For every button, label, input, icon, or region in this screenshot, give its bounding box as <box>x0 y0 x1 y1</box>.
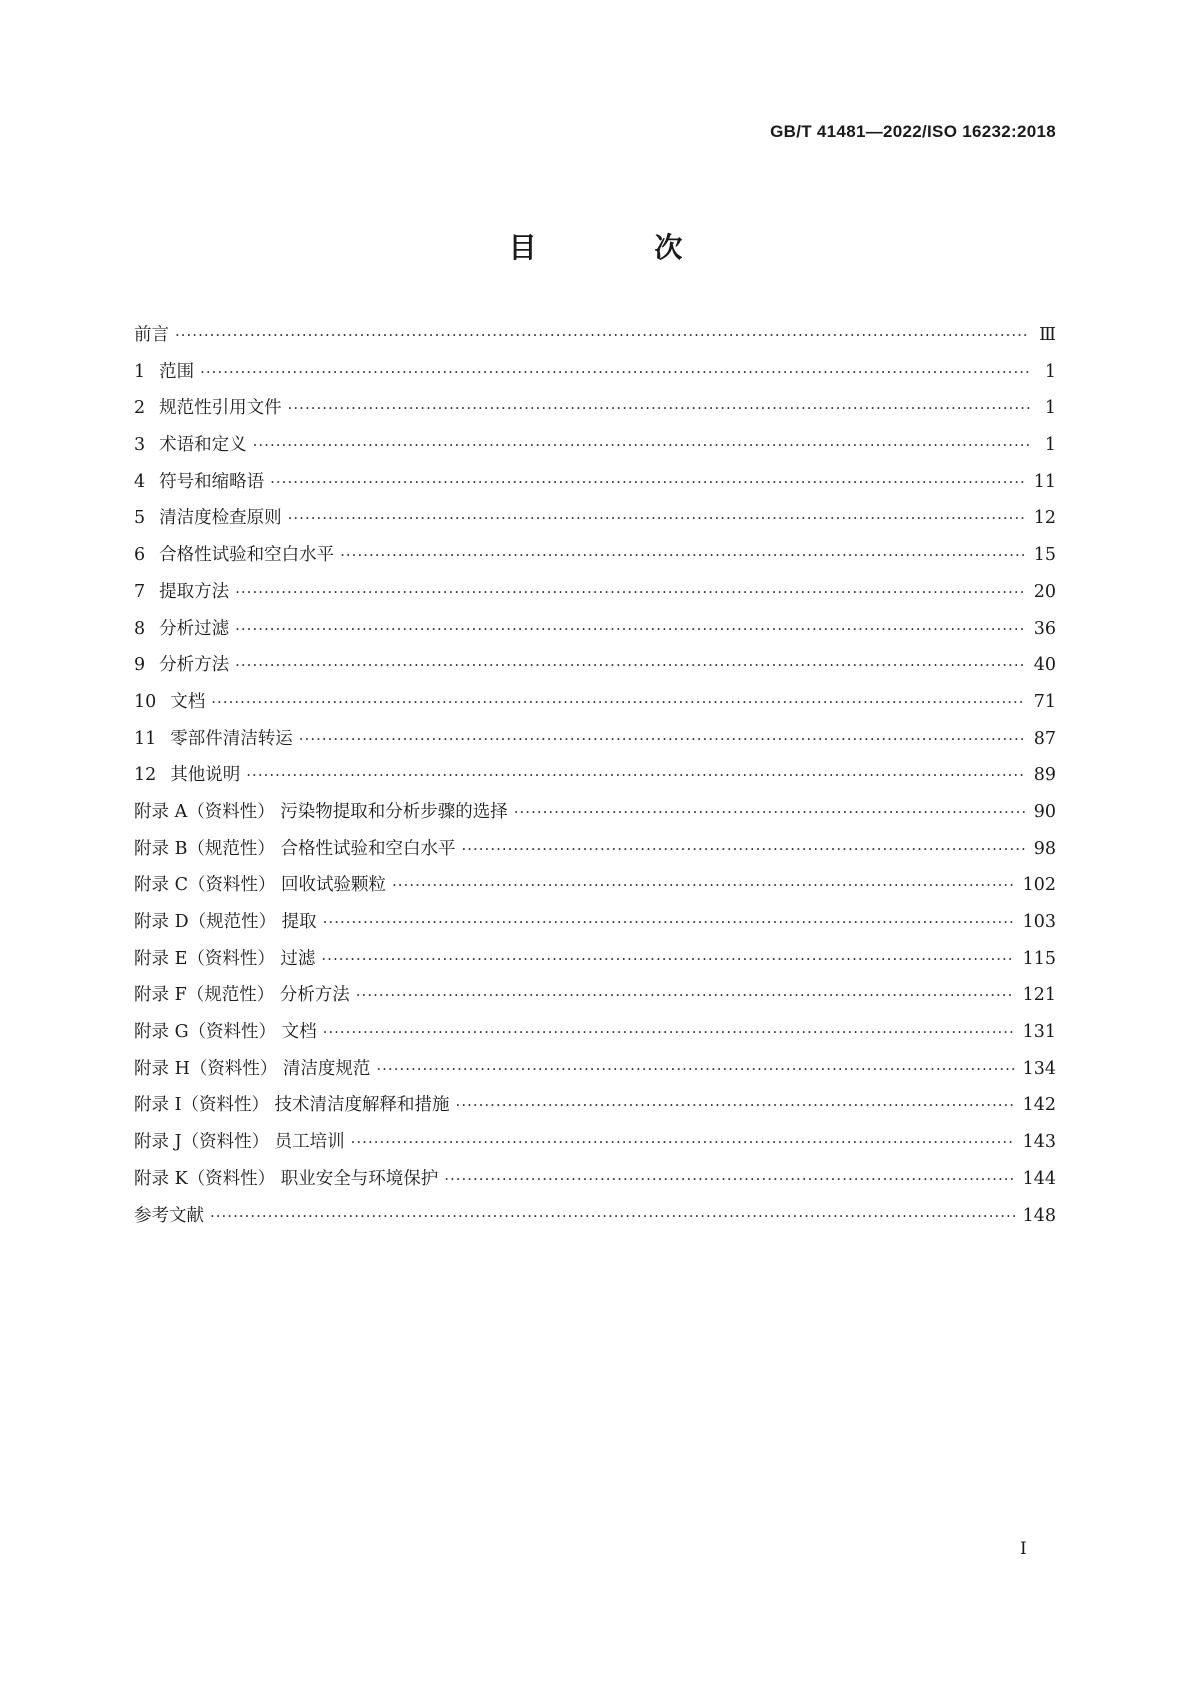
toc-entry-title: 术语和定义 <box>159 435 247 456</box>
toc-leader-dots <box>175 324 1030 346</box>
toc-entry-title: 参考文献 <box>134 1205 204 1226</box>
toc-entry[interactable] <box>134 581 1056 618</box>
toc-entry-page: 15 <box>1033 545 1056 566</box>
toc-entry-label <box>134 1168 444 1190</box>
toc-leader-dots <box>288 397 1030 419</box>
toc-entry[interactable] <box>134 838 1056 875</box>
toc-entry-label <box>134 618 235 640</box>
toc-entry[interactable] <box>134 1058 1056 1095</box>
toc-entry-page: 71 <box>1033 691 1056 712</box>
toc-entry-label <box>134 691 211 713</box>
toc-leader-dots <box>299 728 1026 750</box>
toc-entry-page: 103 <box>1022 912 1056 932</box>
toc-entry-label <box>134 507 288 529</box>
toc-entry-page: 131 <box>1022 1022 1056 1043</box>
toc-leader-dots <box>456 1094 1015 1116</box>
toc-entry-title: 清洁度检查原则 <box>159 508 282 529</box>
toc-entry[interactable] <box>134 1205 1056 1242</box>
toc-entry-number: 1 <box>134 361 146 382</box>
toc-leader-dots <box>514 801 1026 823</box>
toc-entry-label <box>134 471 270 493</box>
toc-leader-dots <box>323 911 1015 933</box>
toc-entry-label <box>134 397 288 419</box>
toc-entry-number: 3 <box>134 435 146 456</box>
toc-entry-label <box>134 434 253 456</box>
table-of-contents <box>134 324 1056 1241</box>
toc-entry-title: 零部件清洁转运 <box>170 728 293 749</box>
toc-entry-label <box>134 764 246 786</box>
toc-entry[interactable] <box>134 361 1056 398</box>
toc-entry-label <box>134 911 323 933</box>
toc-entry-title: 分析方法 <box>159 655 230 676</box>
toc-entry-number: 10 <box>134 691 157 712</box>
toc-leader-dots <box>246 764 1025 786</box>
toc-leader-dots <box>323 1021 1015 1043</box>
toc-entry-title: 附录 G（资料性） 文档 <box>134 1022 317 1043</box>
toc-entry-page: 12 <box>1033 508 1056 529</box>
toc-entry-page: 115 <box>1022 948 1056 969</box>
toc-entry-title: 分析过滤 <box>159 618 230 639</box>
toc-entry-title: 附录 D（规范性） 提取 <box>134 912 317 932</box>
toc-entry-label <box>134 324 175 346</box>
toc-leader-dots <box>321 948 1014 970</box>
toc-entry-page: 87 <box>1033 728 1056 749</box>
toc-entry-page: Ⅲ <box>1039 325 1056 345</box>
toc-leader-dots <box>235 581 1026 603</box>
toc-entry-title: 附录 B（规范性） 合格性试验和空白水平 <box>134 838 456 859</box>
toc-entry-label <box>134 361 200 383</box>
toc-leader-dots <box>210 1205 1015 1227</box>
toc-entry-page: 121 <box>1022 985 1056 1006</box>
toc-leader-dots <box>288 507 1026 529</box>
toc-entry-title: 附录 A（资料性） 污染物提取和分析步骤的选择 <box>134 801 508 822</box>
toc-entry[interactable] <box>134 874 1056 911</box>
document-code: GB/T 41481—2022/ISO 16232:2018 <box>770 122 1056 141</box>
toc-entry-label <box>134 1131 351 1153</box>
toc-entry-page: 90 <box>1033 801 1056 822</box>
toc-entry[interactable] <box>134 1094 1056 1131</box>
toc-entry[interactable] <box>134 434 1056 471</box>
toc-entry-page: 1 <box>1044 398 1056 419</box>
toc-entry-page: 148 <box>1022 1205 1056 1226</box>
toc-entry-title: 附录 E（资料性） 过滤 <box>134 948 316 969</box>
toc-entry[interactable] <box>134 1021 1056 1058</box>
toc-entry-title: 附录 I（资料性） 技术清洁度解释和措施 <box>134 1095 450 1116</box>
toc-entry-label <box>134 1058 376 1080</box>
toc-leader-dots <box>200 361 1030 383</box>
toc-entry-title: 范围 <box>159 361 195 382</box>
toc-entry-number: 12 <box>134 765 157 786</box>
toc-entry-title: 文档 <box>170 691 206 712</box>
toc-entry-number: 7 <box>134 581 146 602</box>
toc-entry[interactable] <box>134 764 1056 801</box>
toc-entry-title: 其他说明 <box>170 765 241 786</box>
toc-entry-label <box>134 1205 210 1227</box>
toc-entry-title: 前言 <box>134 325 169 345</box>
toc-leader-dots <box>235 654 1026 676</box>
toc-entry-number: 2 <box>134 398 146 419</box>
toc-entry-label <box>134 1094 456 1116</box>
toc-entry-page: 143 <box>1022 1132 1056 1153</box>
toc-entry-page: 40 <box>1033 655 1056 676</box>
toc-entry[interactable] <box>134 324 1056 361</box>
toc-entry[interactable] <box>134 728 1056 765</box>
toc-leader-dots <box>235 618 1026 640</box>
toc-entry-page: 144 <box>1022 1168 1056 1189</box>
toc-entry-label <box>134 984 356 1006</box>
toc-entry-number: 4 <box>134 471 146 492</box>
toc-entry-page: 142 <box>1022 1095 1056 1116</box>
toc-leader-dots <box>376 1058 1014 1080</box>
toc-entry-number: 9 <box>134 655 146 676</box>
toc-entry-number: 11 <box>134 728 157 749</box>
toc-entry-page: 1 <box>1044 361 1056 382</box>
toc-entry[interactable] <box>134 984 1056 1021</box>
toc-entry[interactable] <box>134 397 1056 434</box>
page-title: 目 次 <box>508 231 737 264</box>
toc-entry-page: 36 <box>1033 618 1056 639</box>
toc-entry[interactable] <box>134 471 1056 508</box>
toc-entry-title: 规范性引用文件 <box>159 398 282 419</box>
toc-entry-title: 附录 C（资料性） 回收试验颗粒 <box>134 875 387 896</box>
toc-entry-title: 提取方法 <box>159 581 230 602</box>
toc-entry[interactable] <box>134 691 1056 728</box>
toc-entry-page: 89 <box>1033 765 1056 786</box>
toc-entry-label <box>134 948 321 970</box>
toc-entry-page: 102 <box>1022 875 1056 896</box>
toc-entry-label <box>134 1021 323 1043</box>
toc-entry-title: 附录 F（规范性） 分析方法 <box>134 985 350 1006</box>
page-number: I <box>1020 1539 1027 1559</box>
toc-leader-dots <box>253 434 1030 456</box>
toc-leader-dots <box>444 1168 1014 1190</box>
toc-leader-dots <box>392 874 1015 896</box>
toc-entry-label <box>134 654 235 676</box>
toc-entry-label <box>134 581 235 603</box>
toc-entry[interactable] <box>134 544 1056 581</box>
toc-entry-title: 符号和缩略语 <box>159 471 265 492</box>
toc-entry-title: 附录 H（资料性） 清洁度规范 <box>134 1058 371 1079</box>
toc-entry[interactable] <box>134 911 1056 948</box>
toc-entry-page: 98 <box>1033 838 1056 859</box>
toc-leader-dots <box>270 471 1026 493</box>
toc-entry[interactable] <box>134 1168 1056 1205</box>
toc-entry-number: 5 <box>134 508 146 529</box>
toc-entry[interactable] <box>134 1131 1056 1168</box>
toc-leader-dots <box>351 1131 1015 1153</box>
toc-entry-label <box>134 874 392 896</box>
toc-entry-label <box>134 544 340 566</box>
toc-entry[interactable] <box>134 507 1056 544</box>
toc-entry-label <box>134 838 461 860</box>
toc-entry[interactable] <box>134 948 1056 985</box>
toc-entry-label <box>134 801 514 823</box>
toc-entry[interactable] <box>134 654 1056 691</box>
toc-entry-title: 合格性试验和空白水平 <box>159 545 335 566</box>
toc-entry-number: 6 <box>134 545 146 566</box>
toc-entry-page: 20 <box>1033 581 1056 602</box>
toc-leader-dots <box>461 838 1025 860</box>
toc-leader-dots <box>340 544 1026 566</box>
toc-entry-label <box>134 728 299 750</box>
toc-entry-number: 8 <box>134 618 146 639</box>
toc-entry-page: 1 <box>1044 435 1056 456</box>
toc-entry-title: 附录 J（资料性） 员工培训 <box>134 1132 345 1153</box>
toc-entry[interactable] <box>134 801 1056 838</box>
toc-entry-page: 11 <box>1033 471 1056 492</box>
toc-entry-page: 134 <box>1022 1058 1056 1079</box>
toc-leader-dots <box>356 984 1015 1006</box>
toc-entry[interactable] <box>134 618 1056 655</box>
toc-entry-title: 附录 K（资料性） 职业安全与环境保护 <box>134 1168 439 1189</box>
toc-leader-dots <box>211 691 1025 713</box>
